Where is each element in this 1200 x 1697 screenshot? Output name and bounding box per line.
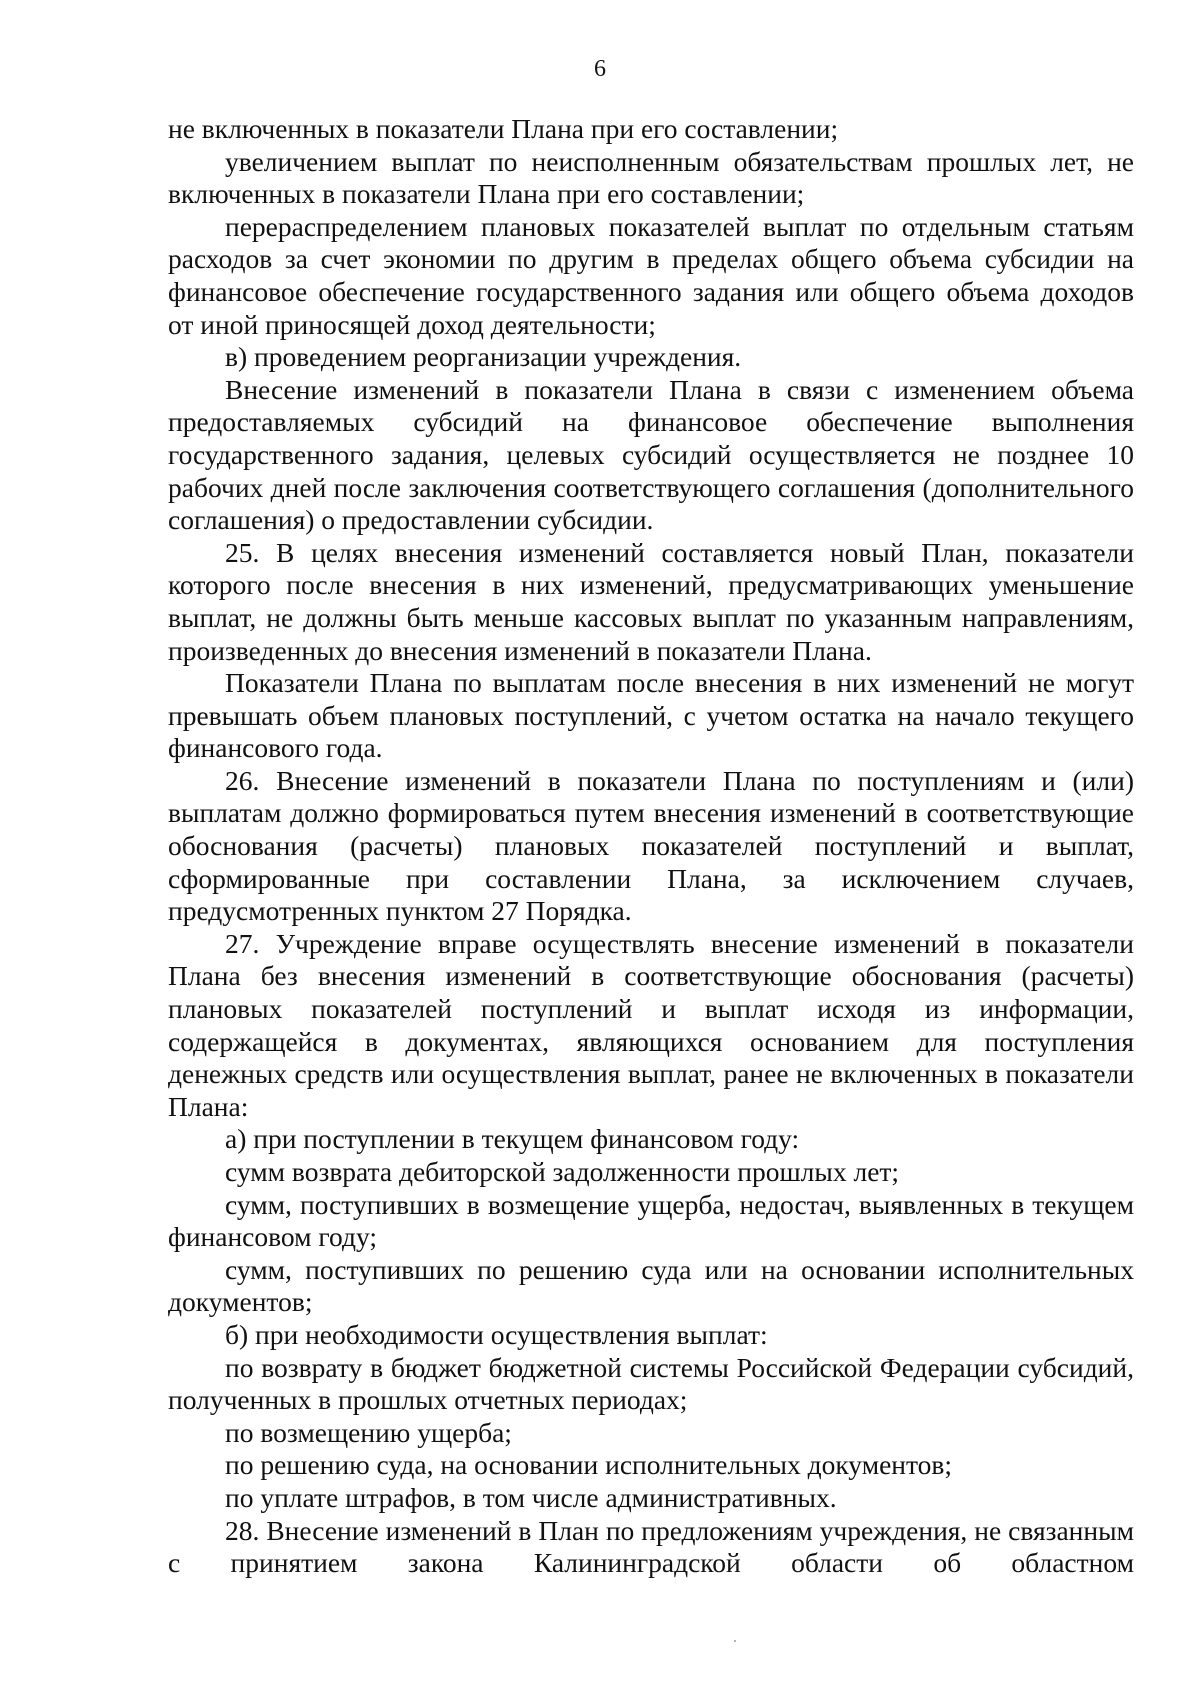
paragraph-damages: сумм, поступивших в возмещение ущерба, недостач, выявленных в текущем финансовом году; — [168, 1188, 1134, 1253]
paragraph-payment-limits: Показатели Плана по выплатам после внесения в них изменений не могут превышать объем плановых поступлений, с учетом остатка на начало текущего финансового года. — [168, 667, 1134, 764]
document-body — [168, 113, 1134, 1580]
paragraph-budget-return: по возврату в бюджет бюджетной системы Российской Федерации субсидий, полученных в прошлых отчетных периодах; — [168, 1351, 1134, 1416]
paragraph-item-26: 26. Внесение изменений в показатели Плана по поступлениям и (или) выплатам должно формироваться путем внесения изменений в соответствующие обоснования (расчеты) плановых показателей поступлений и выплат, сформированные при составлении Плана, за исключением случаев, предусмотренных пунктом 27 Порядка. — [168, 764, 1134, 927]
paragraph-damage-compensation: по возмещению ущерба; — [225, 1416, 512, 1448]
paragraph-redistribution: перераспределением плановых показателей выплат по отдельным статьям расходов за счет экономии по другим в пределах общего объема субсидии на финансовое обеспечение государственного задания или общего объема доходов от иной приносящей доход деятельности; — [168, 210, 1134, 340]
paragraph-item-27: 27. Учреждение вправе осуществлять внесение изменений в показатели Плана без внесения изменений в соответствующие обоснования (расчеты) плановых показателей поступлений и выплат исходя из информации, содержащейся в документах, являющихся основанием для поступления денежных средств или осуществления выплат, ранее не включенных в показатели Плана: — [168, 927, 1134, 1122]
paragraph-fines: по уплате штрафов, в том числе административных. — [225, 1481, 837, 1513]
paragraph-item-27a: а) при поступлении в текущем финансовом году: — [225, 1123, 800, 1155]
page-number: 6 — [594, 56, 606, 82]
paragraph-item-25: 25. В целях внесения изменений составляется новый План, показатели которого после внесения в них изменений, предусматривающих уменьшение выплат, не должны быть меньше кассовых выплат по указанным направлениям, произведенных до внесения изменений в показатели Плана. — [168, 536, 1134, 666]
paragraph-court-decision: по решению суда, на основании исполнительных документов; — [225, 1449, 953, 1481]
paragraph-subsidy-changes: Внесение изменений в показатели Плана в связи с изменением объема предоставляемых субсидий на финансовое обеспечение выполнения государственного задания, целевых субсидий осуществляется не позднее 10 рабочих дней после заключения соответствующего соглашения (дополнительного соглашения) о предоставлении субсидии. — [168, 373, 1134, 536]
paragraph-unfulfilled-obligations: увеличением выплат по неисполненным обязательствам прошлых лет, не включенных в показатели Плана при его составлении; — [168, 145, 1134, 210]
paragraph-court-sums: сумм, поступивших по решению суда или на основании исполнительных документов; — [168, 1253, 1134, 1318]
paragraph-continuation: не включенных в показатели Плана при его составлении; — [168, 113, 839, 144]
paragraph-item-27b: б) при необходимости осуществления выплат: — [225, 1318, 768, 1350]
paragraph-receivables: сумм возврата дебиторской задолженности прошлых лет; — [225, 1156, 900, 1187]
paragraph-reorganization: в) проведением реорганизации учреждения. — [225, 341, 742, 373]
scan-artifact — [734, 1640, 736, 1642]
paragraph-item-28: 28. Внесение изменений в План по предложениям учреждения, не связанным с принятием закона Калининградской области об областном — [168, 1514, 1134, 1579]
